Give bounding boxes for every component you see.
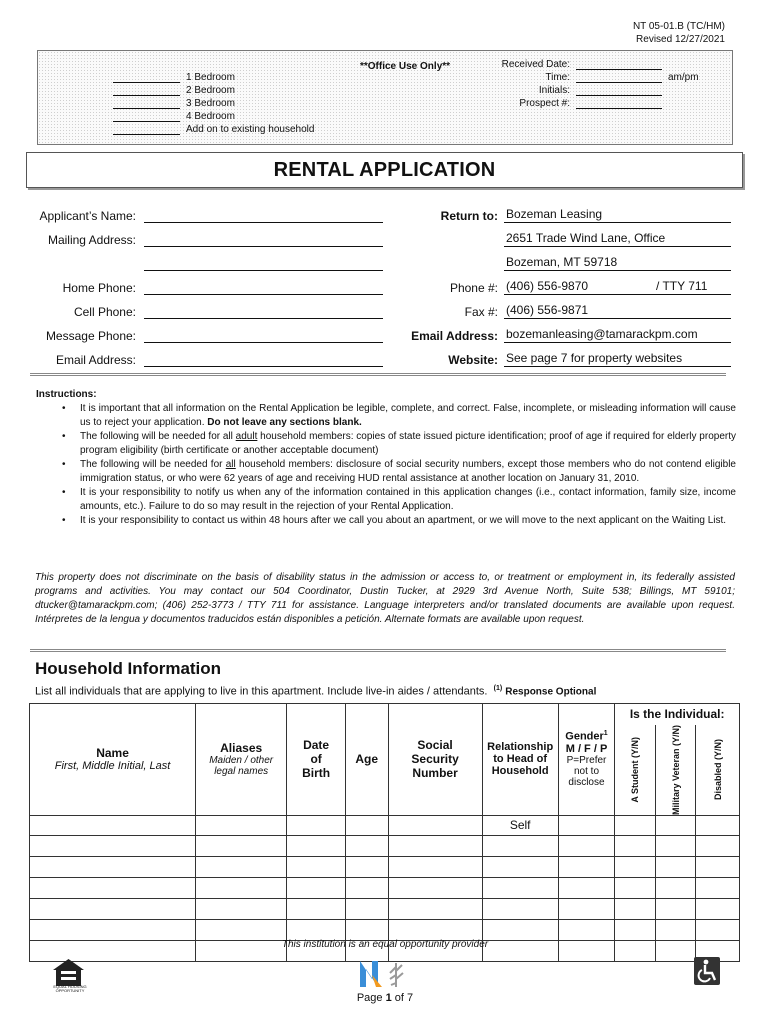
col-rel-label: Relationship: [487, 741, 554, 754]
col-rel-label: to Head of: [493, 753, 548, 766]
col-name-sub: First, Middle Initial, Last: [54, 760, 171, 773]
col-aliases-label: Aliases: [220, 741, 263, 756]
cell-ssn[interactable]: [388, 919, 482, 940]
instruction-underline: adult: [235, 431, 258, 442]
instruction-text: The following will be needed for: [80, 459, 223, 470]
page-prefix: Page: [356, 992, 383, 1004]
cell-veteran[interactable]: [655, 877, 696, 898]
table-row: [30, 877, 740, 898]
room-row: [113, 96, 314, 109]
applicant-name-field[interactable]: [144, 209, 383, 223]
instructions: [36, 388, 736, 528]
col-is-individual: [615, 704, 740, 725]
cell-relationship[interactable]: [482, 919, 558, 940]
table-row: [30, 898, 740, 919]
form-code: NT 05-01.B (TC/HM): [632, 21, 725, 32]
return-email-row: [378, 327, 731, 343]
instruction-text: household members: disclosure of social security numbers, except those members who do not contend eligible immigration status, or who were 62 years of age and receiving HUD rental assistance at another location on January 31, 2010.: [80, 459, 736, 484]
wheelchair-accessibility-icon: [694, 957, 720, 985]
applicant-name-label: Applicant’s Name:: [39, 209, 136, 223]
household-subtitle: [35, 685, 596, 698]
cell-student[interactable]: [615, 877, 656, 898]
cell-age[interactable]: [345, 898, 388, 919]
page-current: 1: [385, 992, 392, 1004]
cell-relationship[interactable]: [482, 856, 558, 877]
col-gender: [558, 704, 615, 816]
return-to-name: Bozeman Leasing: [504, 207, 731, 223]
cell-aliases[interactable]: [196, 815, 287, 835]
cell-gender[interactable]: [558, 877, 615, 898]
cell-aliases[interactable]: [196, 919, 287, 940]
section-divider: [30, 373, 726, 376]
col-ssn: [388, 704, 482, 816]
col-gender-note: not to: [573, 766, 600, 778]
cell-dob[interactable]: [287, 815, 346, 835]
col-gender-note: P=Prefer: [566, 755, 607, 767]
prospect-label: Prospect #:: [519, 98, 570, 109]
col-ssn-label: Security: [411, 752, 459, 767]
cell-disabled[interactable]: [696, 919, 740, 940]
title-box: [26, 152, 743, 188]
home-phone-field[interactable]: [144, 281, 383, 295]
cell-aliases[interactable]: [196, 835, 287, 856]
office-use-title: **Office Use Only**: [360, 61, 451, 72]
cell-age[interactable]: [345, 877, 388, 898]
cell-name[interactable]: [30, 877, 196, 898]
instructions-heading: Instructions:: [36, 389, 97, 400]
cell-disabled[interactable]: [696, 835, 740, 856]
cell-age[interactable]: [345, 815, 388, 835]
cell-gender[interactable]: [558, 856, 615, 877]
household-subtitle-text: List all individuals that are applying to live in this apartment. Include live-in aides / attendants.: [35, 685, 488, 698]
room-row: [113, 83, 314, 96]
cell-student[interactable]: [615, 835, 656, 856]
home-phone-row: [30, 279, 383, 295]
return-website-row: [378, 351, 731, 367]
cell-dob[interactable]: [287, 919, 346, 940]
cell-ssn[interactable]: [388, 877, 482, 898]
return-phone: (406) 556-9870: [506, 279, 589, 293]
return-tty: / TTY 711: [656, 279, 708, 293]
response-optional-note: Response Optional: [505, 686, 597, 698]
mailing-address-field[interactable]: [144, 233, 383, 247]
cell-relationship: Self: [482, 815, 558, 835]
room-checklist: [113, 70, 314, 135]
cell-student[interactable]: [615, 856, 656, 877]
cell-phone-label: Cell Phone:: [73, 305, 136, 319]
cell-veteran[interactable]: [655, 835, 696, 856]
col-name: [30, 704, 196, 816]
instruction-text: It is important that all information on the Rental Application be legible, complete, and correct. False, incomplete, or misleading information will cause us to reject your application.: [80, 403, 736, 428]
household-table: [29, 703, 740, 962]
cell-gender[interactable]: [558, 815, 615, 835]
cell-dob[interactable]: [287, 877, 346, 898]
time-row: [490, 70, 699, 83]
household-title: Household Information: [35, 659, 222, 678]
cell-age[interactable]: [345, 856, 388, 877]
col-dob-label: of: [310, 752, 322, 767]
cell-disabled[interactable]: [696, 856, 740, 877]
cell-relationship[interactable]: [482, 835, 558, 856]
col-dob-label: Date: [303, 738, 330, 753]
partner-logo-icon: [356, 957, 412, 989]
cell-phone-row: [30, 303, 383, 319]
col-gender-label: [559, 730, 615, 743]
cell-dob[interactable]: [287, 898, 346, 919]
received-date-label: Received Date:: [501, 59, 570, 70]
col-ssn-label: Social: [417, 738, 453, 753]
return-fax-label: Fax #:: [464, 305, 498, 319]
room-blank[interactable]: [113, 125, 180, 135]
message-phone-row: [30, 327, 383, 343]
email-field[interactable]: [144, 353, 383, 367]
cell-aliases[interactable]: [196, 856, 287, 877]
col-age: [345, 704, 388, 816]
document-id: [633, 20, 725, 46]
cell-aliases[interactable]: [196, 898, 287, 919]
instructions-list: [36, 402, 736, 528]
room-label: 1 Bedroom: [186, 72, 235, 83]
room-blank[interactable]: [113, 112, 180, 122]
footnote-mark: 1: [603, 730, 608, 738]
table-header-row: [30, 704, 740, 725]
cell-name[interactable]: [30, 835, 196, 856]
cell-age[interactable]: [345, 835, 388, 856]
return-address-1: 2651 Trade Wind Lane, Office: [504, 231, 731, 247]
mailing-address-row: [30, 231, 383, 247]
footnote-mark: (1): [493, 685, 503, 692]
return-address-row-1: [378, 231, 731, 247]
message-phone-label: Message Phone:: [45, 329, 136, 343]
cell-veteran[interactable]: [655, 898, 696, 919]
initials-field[interactable]: [576, 86, 662, 96]
revised-date: Revised 12/27/2021: [636, 34, 725, 45]
cell-relationship[interactable]: [482, 877, 558, 898]
col-age-label: Age: [355, 752, 379, 767]
return-fax: (406) 556-9871: [504, 303, 731, 319]
nondiscrimination-policy: This property does not discriminate on the basis of disability status in the admission or access to, or treatment or employment in, its federally assisted programs and activities. You may contact our 504 Coordinator, Dustin Tucker, at 2929 3rd Avenue North, Suite 538; Billings, MT 59101; dtucker@tamarackpm.com; (406) 252-3773 / TTY 711 for assistance. Language interpreters and/or translated documents are available upon request. Intérpretes de la lengua y documentos traducidos están disponibles a petición. Alternate formats are available upon request.: [35, 572, 735, 625]
cell-disabled[interactable]: [696, 815, 740, 835]
email-row: [30, 351, 383, 367]
cell-student[interactable]: [615, 919, 656, 940]
instruction-item: • It is your responsibility to contact us within 48 hours after we call you about an apartment, or we will move to the next applicant on the Waiting List.: [36, 514, 736, 528]
col-relationship: [482, 704, 558, 816]
col-ssn-label: Number: [412, 766, 458, 781]
cell-gender[interactable]: [558, 898, 615, 919]
return-website-label: Website:: [448, 353, 498, 367]
received-info: [490, 57, 699, 109]
col-dob-label: Birth: [302, 766, 331, 781]
return-fax-row: [378, 303, 731, 319]
col-disabled-label: Disabled (Y/N): [712, 739, 723, 801]
cell-ssn[interactable]: [388, 815, 482, 835]
instruction-text: household members: copies of state issued picture identification; proof of age if required for elderly property program eligibility (birth certificate or another acceptable document): [80, 431, 736, 456]
cell-ssn[interactable]: [388, 856, 482, 877]
instruction-bold: Do not leave any sections blank.: [207, 417, 362, 428]
instruction-item: [36, 458, 736, 486]
col-gender-options: M / F / P: [565, 743, 608, 756]
cell-gender[interactable]: [558, 919, 615, 940]
cell-ssn[interactable]: [388, 898, 482, 919]
col-is-individual-label: Is the Individual:: [629, 707, 725, 722]
equal-housing-text: EQUAL HOUSING OPPORTUNITY: [53, 984, 87, 993]
cell-phone-field[interactable]: [144, 305, 383, 319]
time-label: Time:: [545, 72, 570, 83]
initials-label: Initials:: [538, 85, 570, 96]
return-email-label: Email Address:: [411, 329, 498, 343]
room-row: [113, 109, 314, 122]
table-row: [30, 856, 740, 877]
table-row: [30, 919, 740, 940]
room-label: 3 Bedroom: [186, 98, 235, 109]
home-phone-label: Home Phone:: [62, 281, 136, 295]
room-label: 2 Bedroom: [186, 85, 235, 96]
cell-veteran[interactable]: [655, 815, 696, 835]
col-aliases: [196, 704, 287, 816]
col-name-label: Name: [96, 746, 129, 761]
room-label: Add on to existing household: [186, 124, 315, 135]
col-veteran-label: Military Veteran (Y/N): [670, 724, 681, 815]
email-label: Email Address:: [55, 353, 136, 367]
instruction-item: [36, 430, 736, 458]
col-dob: [287, 704, 346, 816]
time-field[interactable]: [576, 73, 662, 83]
room-blank[interactable]: [113, 99, 180, 109]
col-veteran: [655, 725, 696, 816]
cell-name[interactable]: [30, 856, 196, 877]
room-label: 4 Bedroom: [186, 111, 235, 122]
cell-gender[interactable]: [558, 835, 615, 856]
return-phone-row: [378, 279, 731, 295]
instruction-underline: all: [225, 459, 236, 470]
cell-student[interactable]: [615, 898, 656, 919]
return-phone-label: Phone #:: [449, 281, 498, 295]
return-address-row-2: [378, 255, 731, 271]
cell-veteran[interactable]: [655, 856, 696, 877]
col-aliases-sub: Maiden / other: [209, 755, 274, 767]
col-student-label: A Student (Y/N): [630, 736, 641, 803]
cell-name[interactable]: [30, 898, 196, 919]
cell-disabled[interactable]: [696, 877, 740, 898]
time-suffix: am/pm: [668, 72, 699, 83]
col-aliases-sub: legal names: [214, 766, 269, 778]
col-rel-label: Household: [491, 765, 549, 778]
cell-ssn[interactable]: [388, 835, 482, 856]
return-email: bozemanleasing@tamarackpm.com: [504, 327, 731, 343]
cell-relationship[interactable]: [482, 898, 558, 919]
mailing-address-field-2[interactable]: [144, 257, 383, 271]
return-address-2: Bozeman, MT 59718: [504, 255, 731, 271]
page-title: RENTAL APPLICATION: [273, 158, 496, 181]
cell-disabled[interactable]: [696, 898, 740, 919]
return-to-label: Return to:: [440, 209, 498, 223]
received-date-field[interactable]: [576, 60, 662, 70]
cell-name[interactable]: [30, 919, 196, 940]
initials-row: [490, 83, 699, 96]
col-gender-text: Gender: [565, 731, 604, 744]
applicant-name-row: [30, 207, 383, 223]
cell-name[interactable]: [30, 815, 196, 835]
col-student: [615, 725, 656, 816]
return-website: See page 7 for property websites: [504, 351, 731, 367]
room-row: [113, 70, 314, 83]
message-phone-field[interactable]: [144, 329, 383, 343]
instruction-text: The following will be needed for all: [80, 431, 233, 442]
cell-age[interactable]: [345, 919, 388, 940]
mailing-address-row-2: [30, 255, 383, 271]
cell-dob[interactable]: [287, 856, 346, 877]
prospect-row: [490, 96, 699, 109]
return-phone-value: [504, 279, 731, 295]
room-blank[interactable]: [113, 73, 180, 83]
section-divider: [30, 649, 726, 652]
cell-dob[interactable]: [287, 835, 346, 856]
cell-aliases[interactable]: [196, 877, 287, 898]
page-number: [0, 992, 770, 1004]
cell-student[interactable]: [615, 815, 656, 835]
cell-veteran[interactable]: [655, 919, 696, 940]
col-gender-note: disclose: [568, 777, 605, 789]
page-total: of 7: [394, 992, 414, 1004]
received-date-row: [490, 57, 699, 70]
table-row: [30, 835, 740, 856]
return-to-row: [378, 207, 731, 223]
instruction-item: [36, 402, 736, 430]
mailing-address-label: Mailing Address:: [47, 233, 136, 247]
room-row: [113, 122, 314, 135]
table-row: [30, 815, 740, 835]
equal-opportunity-statement: This institution is an equal opportunity provider: [281, 939, 489, 950]
col-disabled: [696, 725, 740, 816]
room-blank[interactable]: [113, 86, 180, 96]
instruction-item: • It is your responsibility to notify us when any of the information contained in this application changes (i.e., contact information, family size, income amounts, etc.). Failure to do so may result in the rejection of your Rental Application.: [36, 486, 736, 514]
prospect-field[interactable]: [576, 99, 662, 109]
